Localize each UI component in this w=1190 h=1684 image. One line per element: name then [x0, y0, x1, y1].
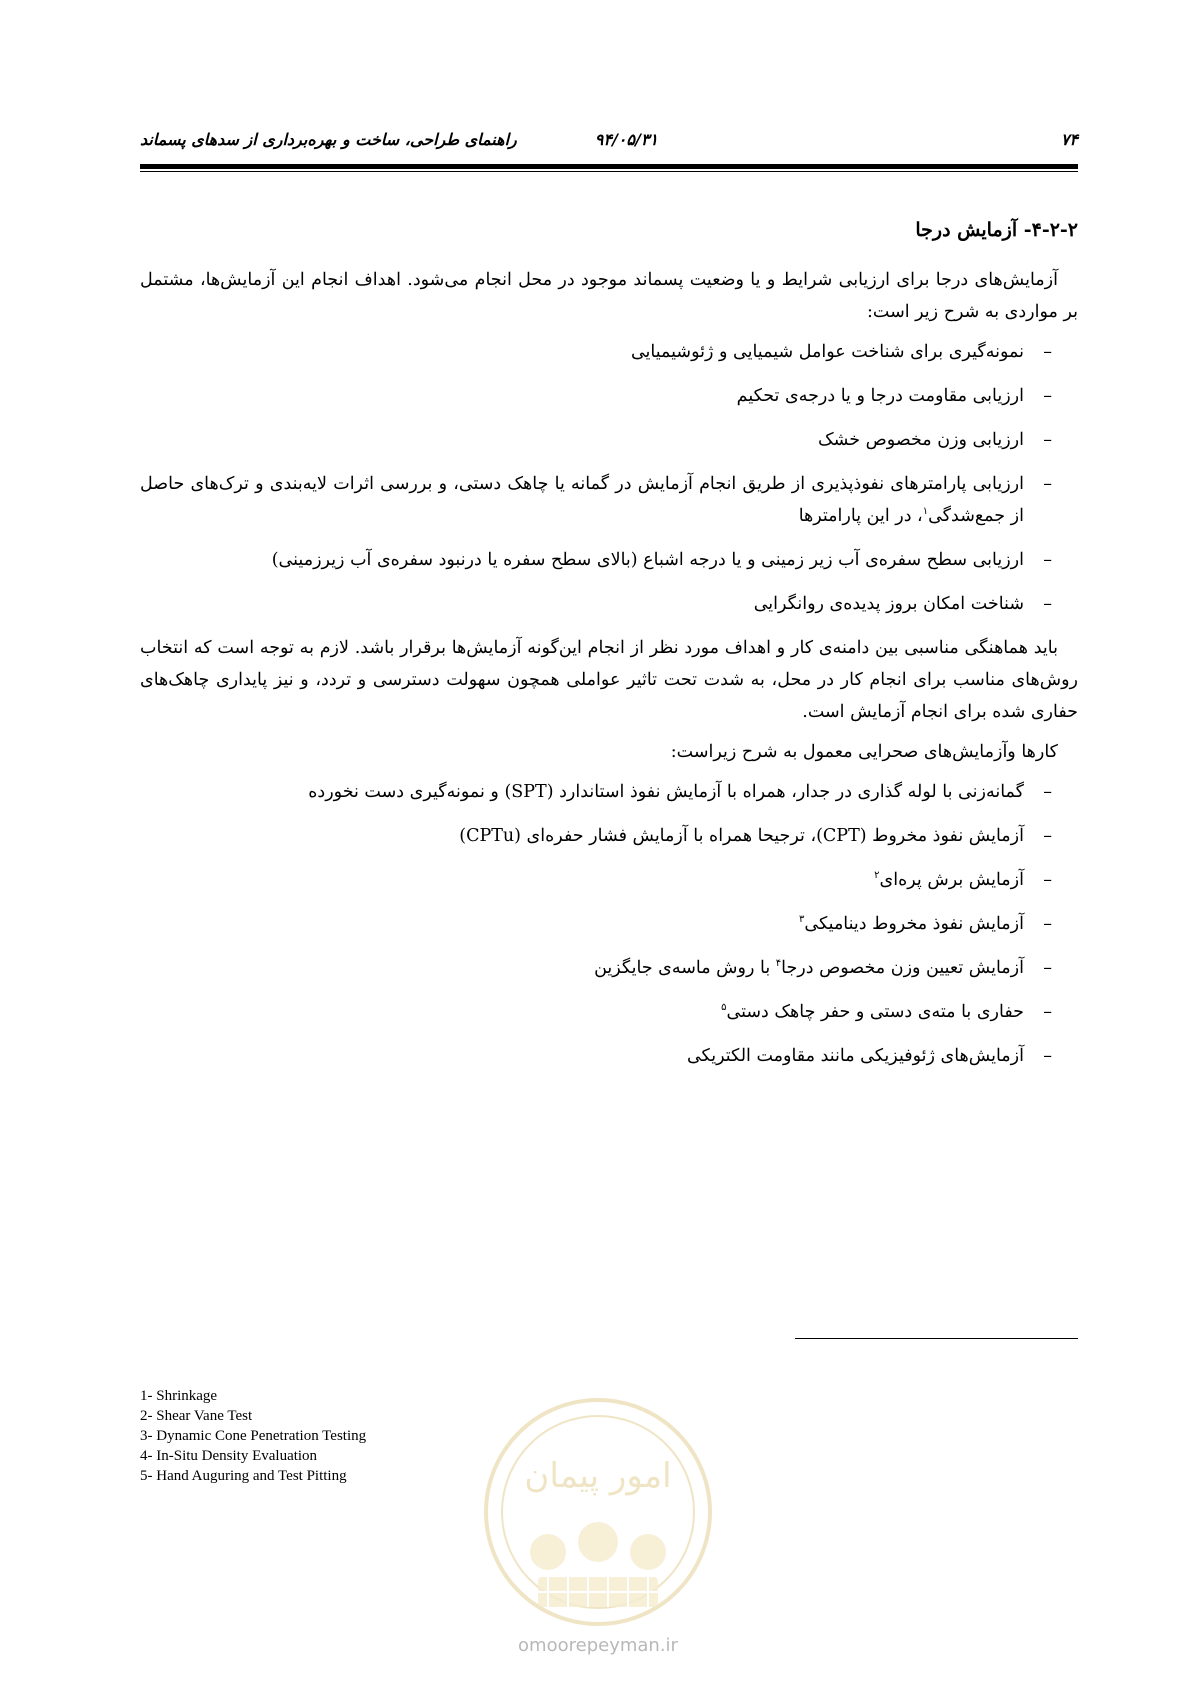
bullet-dash: – — [1043, 594, 1052, 614]
footnote: 1- Shrinkage — [140, 1388, 218, 1404]
field-tests-intro: کارها وآزمایش‌های صحرایی معمول به شرح زیراست: — [670, 742, 1058, 762]
footnote: 5- Hand Auguring and Test Pitting — [140, 1468, 347, 1484]
bullet-dash: – — [1043, 826, 1052, 846]
main-content — [140, 214, 1078, 1084]
list-item: – ارزیابی پارامترهای نفوذپذیری از طریق انجام آزمایش در گمانه یا چاهک دستی، و بررسی اثرات لایه‌بندی و ترک‌های حاصل از جمع‌شدگی$^۱$، در این پارامترها — [140, 468, 1052, 532]
watermark-logo-text: امور پیمان — [524, 1456, 672, 1496]
bullet-dash: – — [1043, 782, 1052, 802]
footnote: 2- Shear Vane Test — [140, 1408, 253, 1424]
field-tests-list — [140, 776, 1078, 1072]
list-item: – آزمایش‌های ژئوفیزیکی مانند مقاومت الکتریکی — [140, 1040, 1052, 1072]
list-item: – آزمایش برش پره‌ای$^۲$ — [140, 864, 1052, 896]
footnote: 4- In-Situ Density Evaluation — [140, 1448, 318, 1464]
list-item: – شناخت امکان بروز پدیده‌ی روانگرایی — [140, 588, 1052, 620]
header-date: ۹۴/۰۵/۳۱ — [594, 130, 658, 149]
intro-paragraph: آزمایش‌های درجا برای ارزیابی شرایط و یا وضعیت پسماند موجود در محل انجام می‌شود. اهداف انجام این آزمایش‌ها، مشتمل بر مواردی به شرح زیر است: — [140, 270, 1078, 322]
footnote-ref: ۳ — [799, 914, 805, 926]
page-number: ۷۴ — [1060, 130, 1078, 149]
header-rule-thick — [140, 164, 1078, 169]
footnote-ref: ۱ — [922, 506, 929, 518]
list-item: – گمانه‌زنی با لوله گذاری در جدار، همراه با آزمایش نفوذ استاندارد (SPT) و نمونه‌گیری دست نخورده — [140, 776, 1052, 808]
bullet-dash: – — [1043, 1002, 1052, 1022]
footnote: 3- Dynamic Cone Penetration Testing — [140, 1428, 367, 1444]
list-item: – نمونه‌گیری برای شناخت عوامل شیمیایی و ژئوشیمیایی — [140, 336, 1052, 368]
bullet-dash: – — [1043, 1046, 1052, 1066]
list-item: – ارزیابی وزن مخصوص خشک — [140, 424, 1052, 456]
bullet-dash: – — [1043, 386, 1052, 406]
list-item: – ارزیابی مقاومت درجا و یا درجه‌ی تحکیم — [140, 380, 1052, 412]
bullet-dash: – — [1043, 958, 1052, 978]
book-title: راهنمای طراحی، ساخت و بهره‌برداری از سدهای پسماند — [140, 130, 517, 149]
list-item: – آزمایش تعیین وزن مخصوص درجا$^۴$ با روش ماسه‌ی جایگزین — [140, 952, 1052, 984]
section-title: ۴-۲-۲- آزمایش درجا — [915, 219, 1078, 241]
bullet-dash: – — [1043, 430, 1052, 450]
footnote-ref: ۵ — [721, 1002, 727, 1014]
coordination-paragraph: باید هماهنگی مناسبی بین دامنه‌ی کار و اهداف مورد نظر از انجام این‌گونه آزمایش‌ها برقرار باشد. لازم به توجه است که انتخاب روش‌های مناسب برای انجام کار در محل، به شدت تحت تاثیر عواملی همچون سهولت دسترسی و تردد، و نیز پایداری چاهک‌های حفاری شده برای انجام آزمایش است. — [140, 638, 1078, 722]
footnote-ref: ۲ — [874, 870, 880, 882]
list-item: – آزمایش نفوذ مخروط (CPT)، ترجیحا همراه با آزمایش فشار حفره‌ای (CPTu) — [140, 820, 1052, 852]
footnote-separator — [795, 1338, 1078, 1339]
list-item: – ارزیابی سطح سفره‌ی آب زیر زمینی و یا درجه اشباع (بالای سطح سفره یا درنبود سفره‌ی آب زیرزمینی) — [140, 544, 1052, 576]
bullet-dash: – — [1043, 870, 1052, 890]
bullet-dash: – — [1043, 474, 1052, 494]
list-item: – حفاری با مته‌ی دستی و حفر چاهک دستی$^۵$ — [140, 996, 1052, 1028]
objectives-list — [140, 336, 1078, 620]
footnote-ref: ۴ — [775, 958, 782, 970]
watermark-logo-icon — [478, 1392, 718, 1632]
page-header — [140, 130, 1078, 154]
header-rule-thin — [140, 171, 1078, 172]
bullet-dash: – — [1043, 550, 1052, 570]
watermark-site: omoorepeyman.ir — [518, 1635, 678, 1656]
bullet-dash: – — [1043, 342, 1052, 362]
list-item: – آزمایش نفوذ مخروط دینامیکی$^۳$ — [140, 908, 1052, 940]
bullet-dash: – — [1043, 914, 1052, 934]
